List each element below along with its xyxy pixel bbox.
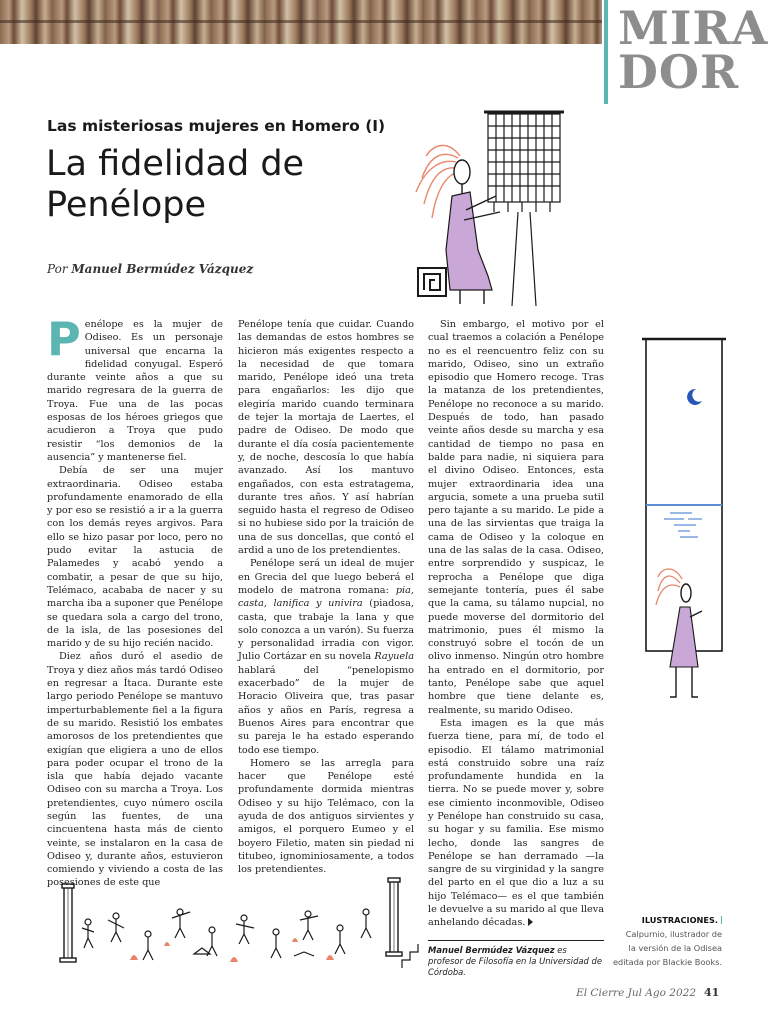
flames-icon: [130, 938, 334, 962]
section-accent-bar: [604, 0, 608, 104]
author-note-text: es profesor de Filosofía en la Universidad de Córdoba.: [428, 945, 603, 977]
greek-key-stool-icon: [418, 268, 446, 296]
section-label-line1: MIRA: [618, 1, 768, 55]
moon-icon: [687, 389, 702, 405]
column-icon: [60, 878, 402, 962]
paragraph-text: Esta imagen es la que más fuerza tiene, para mí, de todo el episodio. El tálamo matrimonial está construido sobre una raíz profundamente hundida en la tierra. No se puede mover y, sobre ese cimiento inconmovible, Odiseo y Penélope han construido su casa, su hogar y su familia. Ese mismo lecho, donde las sangres de Penélope se han derramado —la sangre de su virginidad y la sangre del parto en el que dio a luz a su hijo Telémaco— es el que también le devuelve a su marido al que lleva anhelando décadas.: [428, 717, 605, 929]
paragraph: [238, 557, 414, 756]
paragraph-text: Penélope será un ideal de mujer en Grecia del que luego beberá el modelo de matrona romana:: [238, 558, 414, 596]
author-note-rule: [428, 940, 604, 941]
window-sea-illustration: [640, 325, 730, 705]
author-note-name: Manuel Bermúdez Vázquez: [428, 945, 555, 955]
staircase-icon: [402, 944, 418, 968]
paragraph-text: enélope es la mujer de Odiseo. Es un personaje universal que encarna la fidelidad conyugal. Esperó durante veinte años a que su marido regresara de la guerra de Troya. Fue una de las pocas esposas de los héroes griegos que acudieron a Troya que pudo resistir “los demonios de la ausencia” y mantenerse fiel.: [47, 319, 223, 463]
article-title-line1: La fidelidad de: [46, 144, 305, 184]
warrior-figures-icon: [82, 909, 371, 960]
window-frame-icon: [642, 339, 726, 651]
novel-title: Rayuela: [374, 651, 414, 663]
paragraph: Sin embargo, el motivo por el cual traemos a colación a Penélope no es el reencuentro feliz con su marido, Odiseo, sino un extraño episodio que Homero recoge. Tras la matanza de los pretendientes, Penélope no reconoce a su marido. Después de todo, han pasado veinte años desde su marcha y esa cantidad de tiempo no pasa en balde para nadie, ni siquiera para el divino Odiseo. Entonces, esta mujer extraordinaria idea una argucia, somete a una prueba sutil pero tajante a su marido. Le pide a una de las sirvientas que traiga la cama de Odiseo y la coloque en una de las salas de la casa. Odiseo, entre sorprendido y suspicaz, le reprocha a Penélope que diga semejante tontería, pues él sabe que la cama, su tálamo nupcial, no puede moverse del dormitorio del matrimonio, pues él mismo la construyó sobre el tocón de un olivo inmenso. Ningún otro hombre ha entrado en el dormitorio, por tanto, Penélope sabe que aquel hombre que tiene delante es, realmente, su marido Odiseo.: [428, 319, 604, 716]
sea-waves-icon: [664, 513, 702, 537]
penelope-loom-illustration: [400, 100, 600, 310]
article-column-2: [238, 318, 414, 876]
loom-icon: [484, 112, 564, 306]
bookshelf-photo: [0, 0, 602, 44]
hair-icon: [656, 569, 682, 605]
byline-author: Manuel Bermúdez Vázquez: [71, 262, 254, 276]
credit-accent-bar: [721, 916, 722, 924]
byline-prefix: Por: [47, 262, 68, 276]
paragraph: [47, 312, 223, 464]
article-title: [46, 144, 386, 226]
issue-date: Jul Ago 2022: [627, 987, 696, 999]
paragraph: Debía de ser una mujer extraordinaria. Odiseo estaba profundamente enamorado de ella y por eso se resistió a ir a la guerra con los demás reyes argivos. Para ello se hizo pasar por loco, pero no pudo evitar la astucia de Palamedes y acabó yendo a combatir, a pesar de que su hijo, Telémaco, acababa de nacer y su marcha iba a suponer que Penélope se quedara sola a cargo del trono, de la isla, de las posesiones del marido y de su hijo recién nacido.: [47, 465, 223, 650]
dress-icon: [446, 192, 492, 290]
illustration-credit-line: editada por Blackie Books.: [612, 957, 722, 967]
warriors-frieze-illustration: [44, 872, 420, 974]
article-title-line2: Penélope: [46, 185, 206, 225]
paragraph-text: hablará del “penelopismo exacerbado” de la mujer de Horacio Oliveira que, tras pasar años y años en París, regresa a Buenos Aires para encontrar que su pareja le ha estado esperando todo ese tiempo.: [238, 664, 414, 756]
page-footer: [560, 987, 696, 999]
paragraph-text: (piadosa, casta, que trabaje la lana y que solo conozca a un varón). Su fuerza y personalidad irradia con vigor. Julio Cortázar en su novela: [238, 598, 415, 663]
page-number: 41: [704, 986, 720, 999]
illustration-credit-title: ILUSTRACIONES.: [641, 915, 718, 925]
illustration-credit-line: Calpurnio, ilustrador de: [625, 929, 722, 939]
article-column-1: [47, 312, 223, 890]
article-column-3: [428, 318, 604, 930]
end-mark-icon: [528, 918, 533, 926]
article-kicker: Las misteriosas mujeres en Homero (I): [47, 117, 386, 135]
paragraph: Homero se las arregla para hacer que Penélope esté profundamente dormida mientras Odiseo y su hijo Telémaco, con la ayuda de dos antiguos sirvientes y amigos, el porquero Eumeo y el boyero Filetio, maten sin piedad ni titubeo, ignominiosamente, a todos los pretendientes.: [238, 757, 414, 876]
section-label: [618, 1, 768, 99]
section-label-line2: DOR: [618, 45, 740, 99]
paragraph: Diez años duró el asedio de Troya y diez años más tardó Odiseo en regresar a Ítaca. Durante este largo periodo Penélope se mantuvo imperturbablemente fiel a la figura de su marido. Resistió los embates amorosos de los pretendientes que exigían que eligiera a uno de ellos para poder ocupar el trono de la isla que había dejado vacante Odiseo con su marcha a Troya. Los pretendientes, cuyo número oscila según las fuentes, de una cincuentena hasta más de ciento veinte, se instalaron en la casa de Odiseo y, durante años, estuvieron comiendo y viviendo a costa de las posesiones de este que: [47, 651, 223, 889]
drop-cap: P: [47, 312, 81, 366]
paragraph: [428, 717, 604, 930]
illustration-credit: [612, 913, 722, 969]
publication-name: El Cierre: [576, 987, 625, 999]
byline: [47, 262, 253, 276]
dress-icon: [670, 607, 698, 667]
author-note: [428, 945, 604, 978]
latin-phrase: pia, casta, lanifica y univira: [238, 584, 414, 610]
paragraph: Penélope tenía que cuidar. Cuando las demandas de estos hombres se hicieron más exigentes respecto a la necesidad de que tomara marido, Penélope ideó una treta para engañarlos: les dijo que elegiría marido cuando terminara de tejer la mortaja de Laertes, el padre de Odiseo. De modo que durante el día cosía pacientemente y, de noche, descosía lo que había avanzado. Así los mantuvo engañados, con esta estratagema, durante tres años. Y así habrían seguido hasta el regreso de Odiseo si no hubiese sido por la traición de una de sus doncellas, que contó el ardid a uno de los pretendientes.: [238, 319, 414, 557]
illustration-credit-line: la versión de la Odisea: [628, 943, 722, 953]
